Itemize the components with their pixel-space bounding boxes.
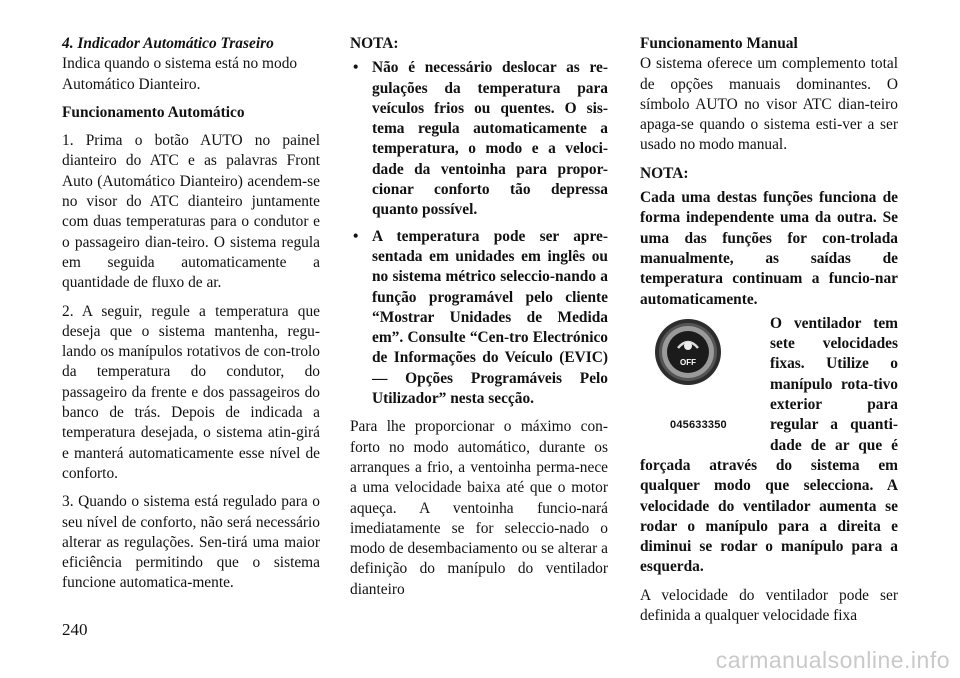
figure-code: 045633350 xyxy=(670,418,727,431)
page-number: 240 xyxy=(62,620,88,639)
note-bullets xyxy=(350,58,608,409)
bullet-glyph: • xyxy=(353,59,359,77)
step-2: 2. A seguir, regule a temperatura que deseja que o sistema mantenha, regu-lando os manípulos rotativos de con-trolo da temperatura do condutor, do passageiro da frente e dos passageiros do banco de trás. Depois de indicada a temperatura desejada, o sistema atin-girá e manterá automaticamente esse nível de conforto. xyxy=(62,302,320,482)
column-right xyxy=(640,34,898,634)
fan-knob-figure xyxy=(640,314,764,436)
manual-text: O sistema oferece um complemento total de opções manuais dominantes. O símbolo AUTO no visor ATC dian-teiro apaga-se quando o sistema esti-ver a ser usado no modo manual. xyxy=(640,55,898,154)
note-bullet xyxy=(350,58,608,220)
bullet-text: A temperatura pode ser apre-sentada em unidades em inglês ou no sistema métrico seleccio-nando a função programável pelo cliente “Mostrar Unidades de Medida em”. Consulte “Cen-tro Electrónico de Informações do Veículo (EVIC) — Opções Programáveis Pelo Utilizador” nesta secção. xyxy=(372,227,608,408)
auto-comfort-paragraph: Para lhe proporcionar o máximo con-forto no modo automático, durante os arranques a frio, a ventoinha perma-nece a uma velocidade baixa até que o motor aqueça. A ventoinha funcio-nará imediatamente se for seleccio-nado o modo de desembaciamento ou se alterar a definição do manípulo do ventilador dianteiro xyxy=(350,418,608,598)
bullet-text: Não é necessário deslocar as re-gulações da temperatura para veículos frios ou quentes. O sis-tema regula automaticamente a temperatura, o modo e a veloci-dade da ventoinha para propor-cionar conforto tão depressa quanto possível. xyxy=(372,59,608,219)
knob-off-label: OFF xyxy=(680,357,696,367)
watermark: carmanualsonline.info xyxy=(715,647,950,673)
step-3: 3. Quando o sistema está regulado para o seu nível de conforto, não será necessário alterar as regulações. Sen-tirá uma maior eficiência permitindo que o sistema funcione automatica-mente. xyxy=(62,493,320,592)
step-1: 1. Prima o botão AUTO no painel dianteiro do ATC e as palavras Front Auto (Automático Dianteiro) acendem-se no visor do ATC dianteiro juntamente com duas temperaturas para o condutor e o passageiro dian-teiro. O sistema regula em seguida automaticamente a quantidade de fluxo de ar. xyxy=(62,132,320,292)
fan-speed-last: A velocidade do ventilador pode ser definida a qualquer velocidade fixa xyxy=(640,586,898,625)
note-label: NOTA: xyxy=(640,164,689,182)
column-middle xyxy=(350,34,608,608)
fan-knob-icon xyxy=(654,318,722,386)
section-text: Indica quando o sistema está no modo Automático Dianteiro. xyxy=(62,55,298,93)
bullet-glyph: • xyxy=(353,227,359,245)
note-text: Cada uma destas funções funciona de forma independente uma da outra. Se uma das funções for con-trolada manualmente, as saídas de temperatura continuam a funcio-nar automaticamente. xyxy=(640,189,898,308)
auto-heading: Funcionamento Automático xyxy=(62,103,245,121)
note-bullet xyxy=(350,227,608,410)
note-label: NOTA: xyxy=(350,35,399,52)
column-left xyxy=(62,34,320,602)
section-body xyxy=(62,34,320,95)
section-heading: 4. Indicador Automático Traseiro xyxy=(62,35,274,52)
manual-heading: Funcionamento Manual xyxy=(640,35,798,52)
fan-speed-text: O ventilador tem sete velocidades fixas. Utilize o manípulo rota-tivo exterior para regular a quanti-dade de ar que é forçada através do sistema em qualquer modo que selecciona. A velocidade do ventilador aumenta se rodar o manípulo para a direita e diminui se rodar o manípulo para a esquerda. xyxy=(640,314,898,576)
